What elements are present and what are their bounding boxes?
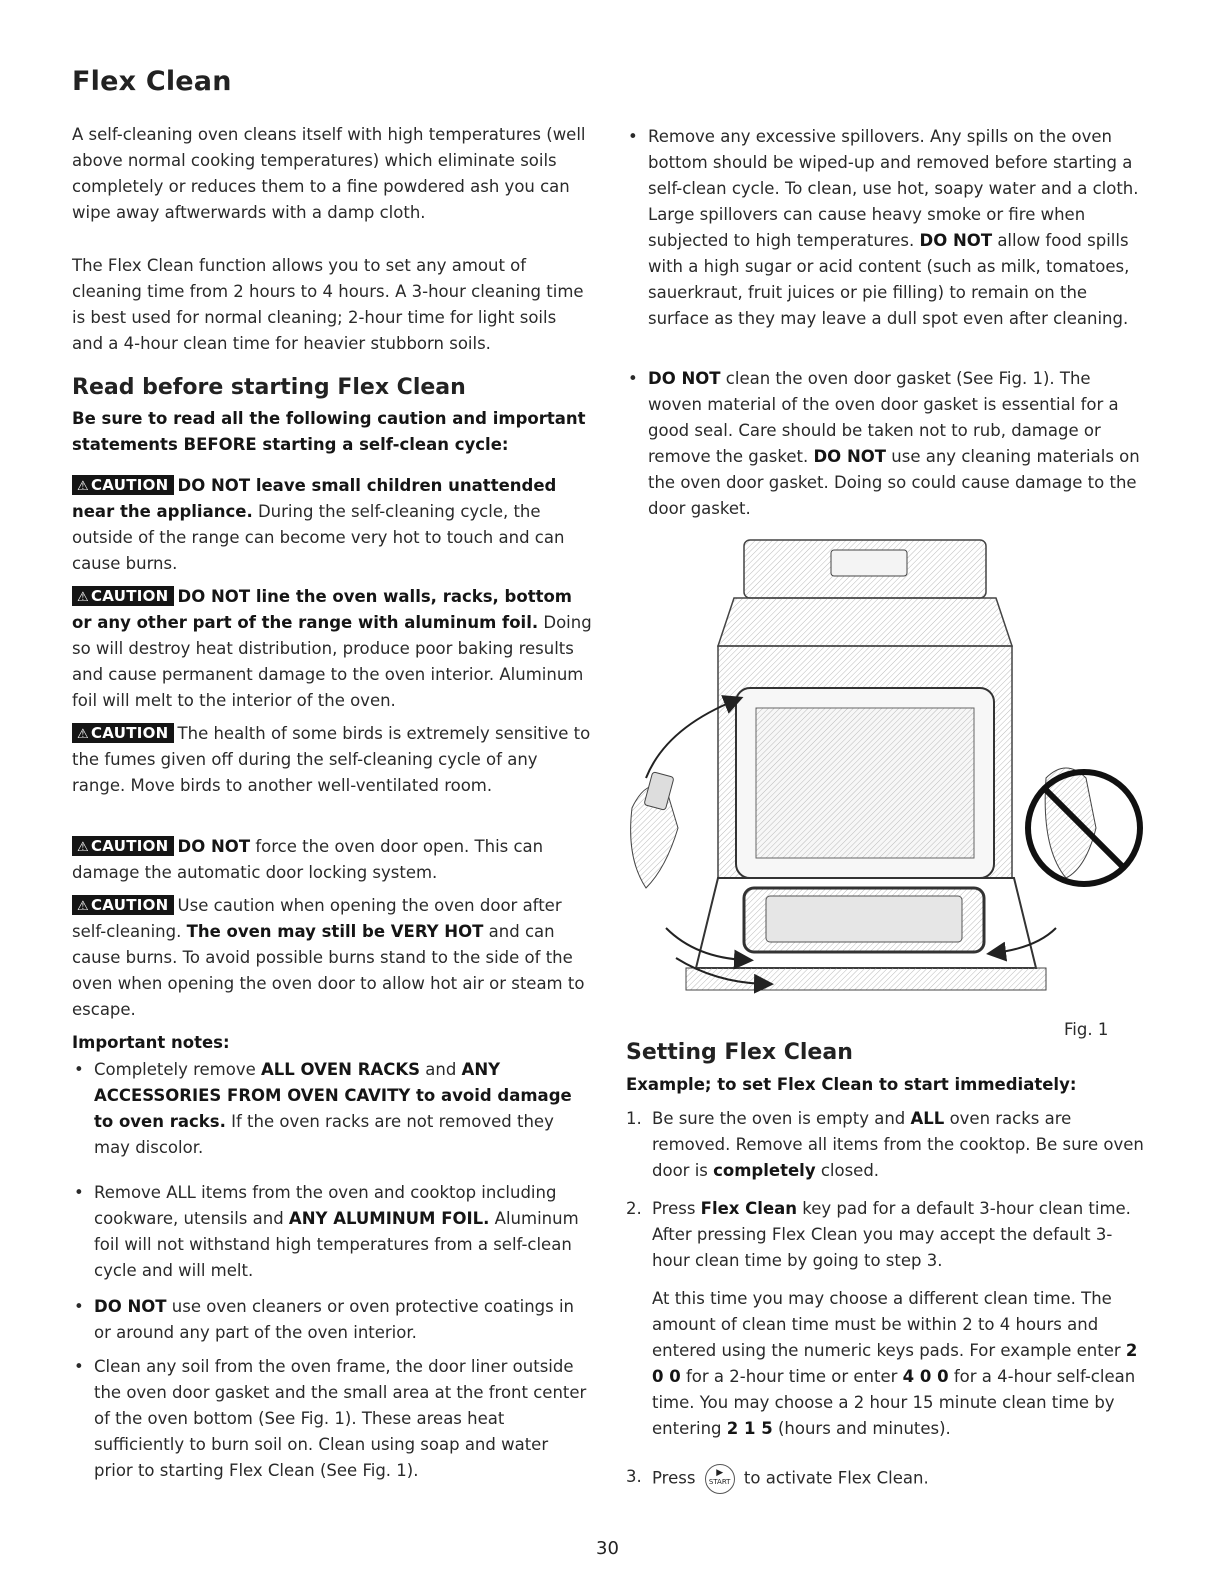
gasket-note: • DO NOT clean the oven door gasket (See Fig. 1). The woven material of the oven door gasket is essential for a good seal. Care should be taken not to rub, damage or remove the gasket. DO NOT use any cleaning materials on the oven door gasket. Doing so could cause damage to the door gasket.	[626, 366, 1146, 522]
caution-badge: ⚠ CAUTION	[72, 836, 174, 856]
warning-triangle-icon: ⚠	[77, 899, 89, 914]
bullet-icon: •	[628, 127, 638, 146]
warning-triangle-icon: ⚠	[77, 590, 89, 605]
bullet-icon: •	[74, 1357, 84, 1376]
important-notes-heading: Important notes:	[72, 1033, 230, 1052]
warning-triangle-icon: ⚠	[77, 479, 89, 494]
step-2: 2. Press Flex Clean key pad for a default 3-hour clean time. After pressing Flex Clean you may accept the default 3-hour clean time by going to step 3.	[626, 1199, 1131, 1270]
note-2: • Remove ALL items from the oven and cooktop including cookware, utensils and ANY ALUMINUM FOIL. Aluminum foil will not withstand high temperatures from a self-clean cycle and will melt.	[72, 1180, 592, 1284]
caution-2: ⚠ CAUTION DO NOT line the oven walls, racks, bottom or any other part of the range with aluminum foil. Doing so will destroy heat distribution, produce poor baking results and cause permanent damage to the oven interior. Aluminum foil will melt to the interior of the oven.	[72, 587, 592, 710]
warning-triangle-icon: ⚠	[77, 727, 89, 742]
intro-paragraph-1: A self-cleaning oven cleans itself with high temperatures (well above normal cooking temperatures) which eliminate soils completely or reduces them to a fine powdered ash you can wipe away aftwerwards with a damp cloth.	[72, 125, 586, 222]
caution-1: ⚠ CAUTION DO NOT leave small children unattended near the appliance. During the self-cleaning cycle, the outside of the range can become very hot to touch and can cause burns.	[72, 476, 565, 573]
caution-badge: ⚠ CAUTION	[72, 723, 174, 743]
caution-badge: ⚠ CAUTION	[72, 586, 174, 606]
note-4: • Clean any soil from the oven frame, the door liner outside the oven door gasket and the small area at the front center of the oven bottom (See Fig. 1). These areas heat sufficiently to burn soil on. Clean using soap and water prior to starting Flex Clean (See Fig. 1).	[72, 1354, 592, 1484]
step-2-detail: At this time you may choose a different clean time. The amount of clean time must be within 2 to 4 hours and entered using the numeric keys pads. For example enter 2 0 0 for a 2-hour time or enter 4 0 0 for a 4-hour self-clean time. You may choose a 2 hour 15 minute clean time by entering 2 1 5 (hours and minutes).	[652, 1289, 1138, 1438]
step-3: 3. Press ▶ START to activate Flex Clean.	[626, 1464, 1146, 1494]
caution-badge: ⚠ CAUTION	[72, 895, 174, 915]
note-1: • Completely remove ALL OVEN RACKS and ANY ACCESSORIES FROM OVEN CAVITY to avoid damage to oven racks. If the oven racks are not removed they may discolor.	[72, 1057, 592, 1161]
note-3: • DO NOT use oven cleaners or oven protective coatings in or around any part of the oven interior.	[72, 1294, 592, 1346]
oven-interior-wall	[756, 708, 974, 858]
caution-3: ⚠ CAUTION The health of some birds is extremely sensitive to the fumes given off during the self-cleaning cycle of any range. Move birds to another well-ventilated room.	[72, 724, 591, 795]
bullet-icon: •	[74, 1183, 84, 1202]
setting-flex-clean-heading: Setting Flex Clean	[626, 1040, 853, 1065]
cooktop	[718, 598, 1012, 646]
step-1: 1. Be sure the oven is empty and ALL oven racks are removed. Remove all items from the cooktop. Be sure oven door is completely closed.	[626, 1109, 1144, 1180]
read-before-subheading: Be sure to read all the following caution and important statements BEFORE starting a self-clean cycle:	[72, 409, 586, 454]
bullet-icon: •	[74, 1060, 84, 1079]
setting-subheading: Example; to set Flex Clean to start immediately:	[626, 1075, 1077, 1094]
figure-label: Fig. 1	[1064, 1020, 1109, 1039]
page-number: 30	[596, 1538, 619, 1559]
oven-base	[686, 968, 1046, 990]
bullet-icon: •	[74, 1297, 84, 1316]
caution-4: ⚠ CAUTION DO NOT force the oven door open. This can damage the automatic door locking system.	[72, 837, 544, 882]
caution-5: ⚠ CAUTION Use caution when opening the oven door after self-cleaning. The oven may still be VERY HOT and can cause burns. To avoid possible burns stand to the side of the oven when opening the oven door to allow hot air or steam to escape.	[72, 896, 585, 1019]
intro-paragraph-2: The Flex Clean function allows you to set any amout of cleaning time from 2 hours to 4 hours. A 3-hour cleaning time is best used for normal cleaning; 2-hour time for light soils and a 4-hour clean time for heavier stubborn soils.	[72, 256, 584, 353]
page-title: Flex Clean	[72, 66, 232, 97]
read-before-heading: Read before starting Flex Clean	[72, 375, 466, 400]
bullet-icon: •	[628, 369, 638, 388]
oven-illustration	[626, 528, 1146, 1048]
oven-figure	[626, 528, 1146, 1048]
start-key-icon: ▶ START	[705, 1464, 735, 1494]
control-display	[831, 550, 907, 576]
caution-badge: ⚠ CAUTION	[72, 475, 174, 495]
door-window	[766, 896, 962, 942]
spillover-note: • Remove any excessive spillovers. Any spills on the oven bottom should be wiped-up and removed before starting a self-clean cycle. To clean, use hot, soapy water and a cloth. Large spillovers can cause heavy smoke or fire when subjected to high temperatures. DO NOT allow food spills with a high sugar or acid content (such as milk, tomatoes, sauerkraut, fruit juices or pie filling) to remain on the surface as they may leave a dull spot even after cleaning.	[626, 124, 1146, 332]
warning-triangle-icon: ⚠	[77, 840, 89, 855]
